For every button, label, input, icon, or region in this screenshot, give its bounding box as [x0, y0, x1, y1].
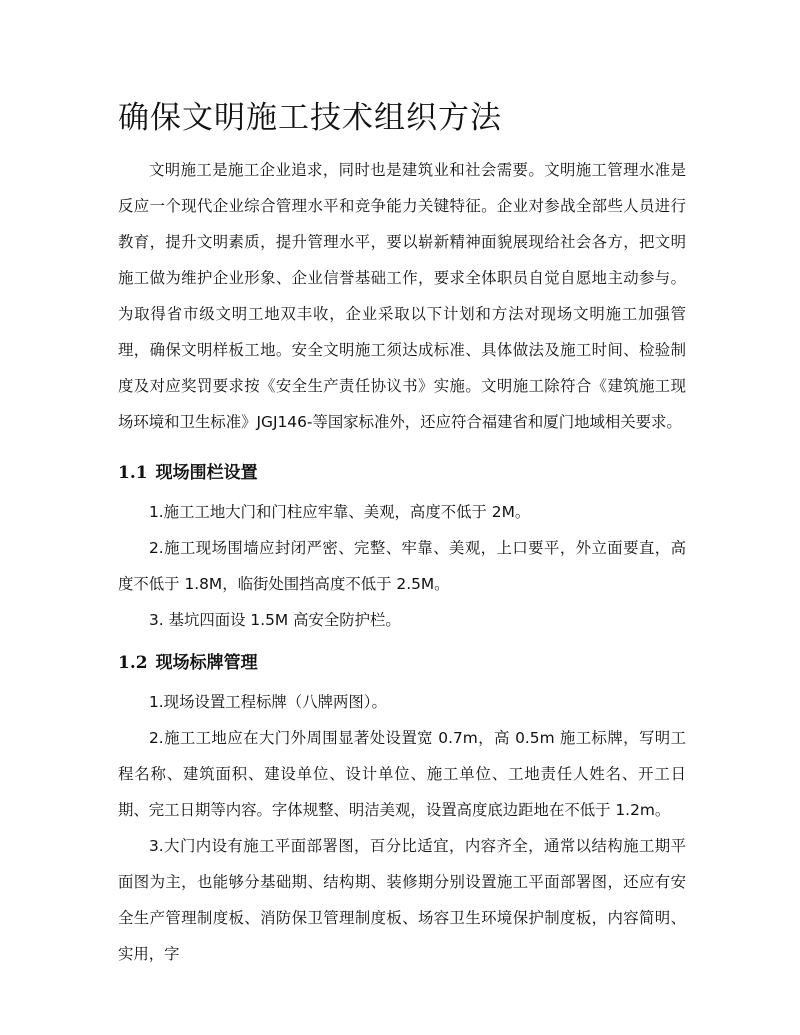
section-heading-1-2: [118, 648, 258, 673]
list-item: 3. 基坑四面设 1.5M 高安全防护栏。: [149, 611, 401, 629]
intro-paragraph: 文明施工是施工企业追求，同时也是建筑业和社会需要。文明施工管理水准是反应一个现代企业综合管理水平和竞争能力关键特征。企业对参战全部些人员进行教育，提升文明素质，提升管理水平，要以崭新精神面貌展现给社会各方，把文明施工做为维护企业形象、企业信誉基础工作，要求全体职员自觉自愿地主动参与。为取得省市级文明工地双丰收，企业采取以下计划和方法对现场文明施工加强管理，确保文明样板工地。安全文明施工须达成标准、具体做法及施工时间、检验制度及对应奖罚要求按《安全生产责任协议书》实施。文明施工除符合《建筑施工现场环境和卫生标准》JGJ146-等国家标准外，还应符合福建省和厦门地域相关要求。: [118, 161, 686, 431]
list-item: 2.施工现场围墙应封闭严密、完整、牢靠、美观，上口要平，外立面要直，高度不低于 1.8M，临街处围挡高度不低于 2.5M。: [118, 539, 686, 593]
document-title: 确保文明施工技术组织方法: [118, 100, 502, 136]
list-item: 1.现场设置工程标牌（八牌两图）。: [149, 693, 387, 711]
section-title: 现场标牌管理: [155, 653, 258, 673]
section-title: 现场围栏设置: [155, 463, 258, 483]
section-heading-1-1: [118, 458, 258, 483]
section-number: 1.2: [118, 653, 148, 673]
list-item: 3.大门内设有施工平面部署图，百分比适宜，内容齐全，通常以结构施工期平面图为主，也能够分基础期、结构期、装修期分别设置施工平面部署图，还应有安全生产管理制度板、消防保卫管理制度板、场容卫生环境保护制度板，内容简明、实用，字: [118, 837, 686, 963]
section-number: 1.1: [118, 463, 148, 483]
list-item: 1.施工工地大门和门柱应牢靠、美观，高度不低于 2M。: [149, 503, 531, 521]
list-item: 2.施工工地应在大门外周围显著处设置宽 0.7m，高 0.5m 施工标牌，写明工程名称、建筑面积、建设单位、设计单位、施工单位、工地责任人姓名、开工日期、完工日期等内容。字体规整、明洁美观，设置高度底边距地在不低于 1.2m。: [118, 729, 686, 819]
